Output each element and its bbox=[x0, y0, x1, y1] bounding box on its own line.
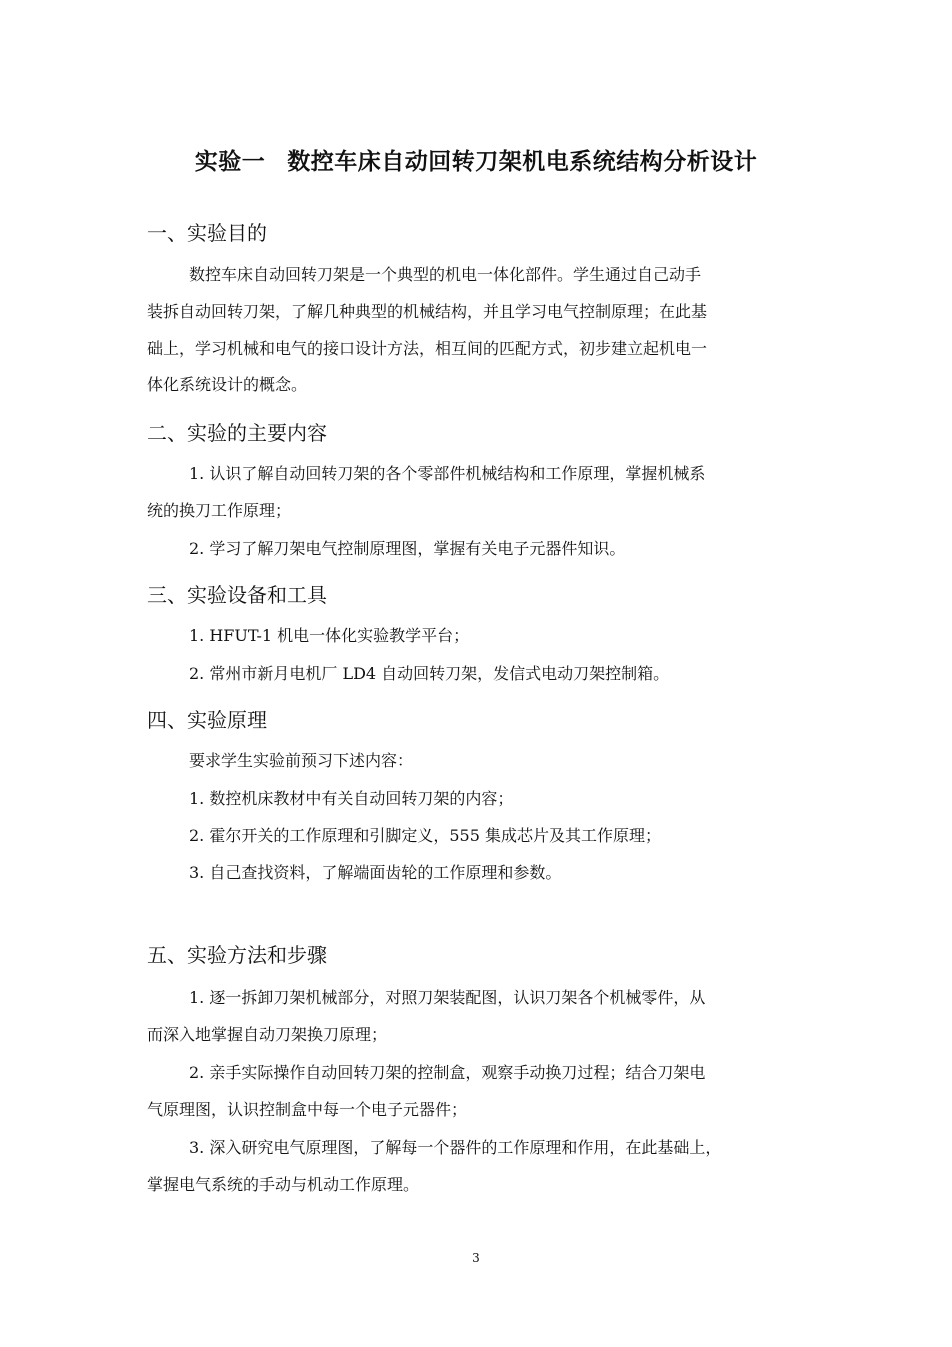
list-item-continuation: 而深入地掌握自动刀架换刀原理； bbox=[147, 1025, 388, 1044]
section-heading-method: 五、实验方法和步骤 bbox=[147, 943, 327, 967]
list-item: 2. 常州市新月电机厂 LD4 自动回转刀架，发信式电动刀架控制箱。 bbox=[189, 664, 670, 683]
section-heading-principle: 四、实验原理 bbox=[147, 708, 267, 732]
list-item: 1. 数控机床教材中有关自动回转刀架的内容； bbox=[189, 789, 514, 808]
list-item: 1. HFUT-1 机电一体化实验教学平台； bbox=[189, 626, 470, 645]
list-item: 2. 霍尔开关的工作原理和引脚定义，555 集成芯片及其工作原理； bbox=[189, 826, 661, 845]
list-item: 1. 认识了解自动回转刀架的各个零部件机械结构和工作原理，掌握机械系 bbox=[189, 464, 706, 483]
list-item-continuation: 掌握电气系统的手动与机动工作原理。 bbox=[147, 1175, 420, 1194]
list-item-continuation: 统的换刀工作原理； bbox=[147, 501, 292, 520]
paragraph-line: 数控车床自动回转刀架是一个典型的机电一体化部件。学生通过自己动手 bbox=[189, 265, 702, 284]
list-item: 2. 亲手实际操作自动回转刀架的控制盒，观察手动换刀过程；结合刀架电 bbox=[189, 1063, 706, 1082]
paragraph-line: 装拆自动回转刀架，了解几种典型的机械结构，并且学习电气控制原理；在此基 bbox=[147, 302, 708, 321]
page-title bbox=[0, 144, 952, 180]
paragraph-line: 体化系统设计的概念。 bbox=[147, 375, 308, 394]
list-item: 1. 逐一拆卸刀架机械部分，对照刀架装配图，认识刀架各个机械零件，从 bbox=[189, 988, 706, 1007]
paragraph-line: 础上，学习机械和电气的接口设计方法，相互间的匹配方式，初步建立起机电一 bbox=[147, 339, 708, 358]
section-heading-content: 二、实验的主要内容 bbox=[147, 421, 327, 445]
list-item: 3. 自己查找资料，了解端面齿轮的工作原理和参数。 bbox=[189, 863, 562, 882]
list-item: 2. 学习了解刀架电气控制原理图，掌握有关电子元器件知识。 bbox=[189, 539, 626, 558]
section-heading-purpose: 一、实验目的 bbox=[147, 221, 267, 245]
list-item-continuation: 气原理图，认识控制盒中每一个电子元器件； bbox=[147, 1100, 468, 1119]
title-text: 数控车床自动回转刀架机电系统结构分析设计 bbox=[287, 149, 758, 175]
page-number: 3 bbox=[472, 1251, 480, 1265]
title-experiment-number: 实验一 bbox=[194, 149, 266, 175]
section-heading-equipment: 三、实验设备和工具 bbox=[147, 583, 327, 607]
paragraph-line: 要求学生实验前预习下述内容： bbox=[189, 751, 414, 770]
list-item: 3. 深入研究电气原理图，了解每一个器件的工作原理和作用，在此基础上， bbox=[189, 1138, 722, 1157]
